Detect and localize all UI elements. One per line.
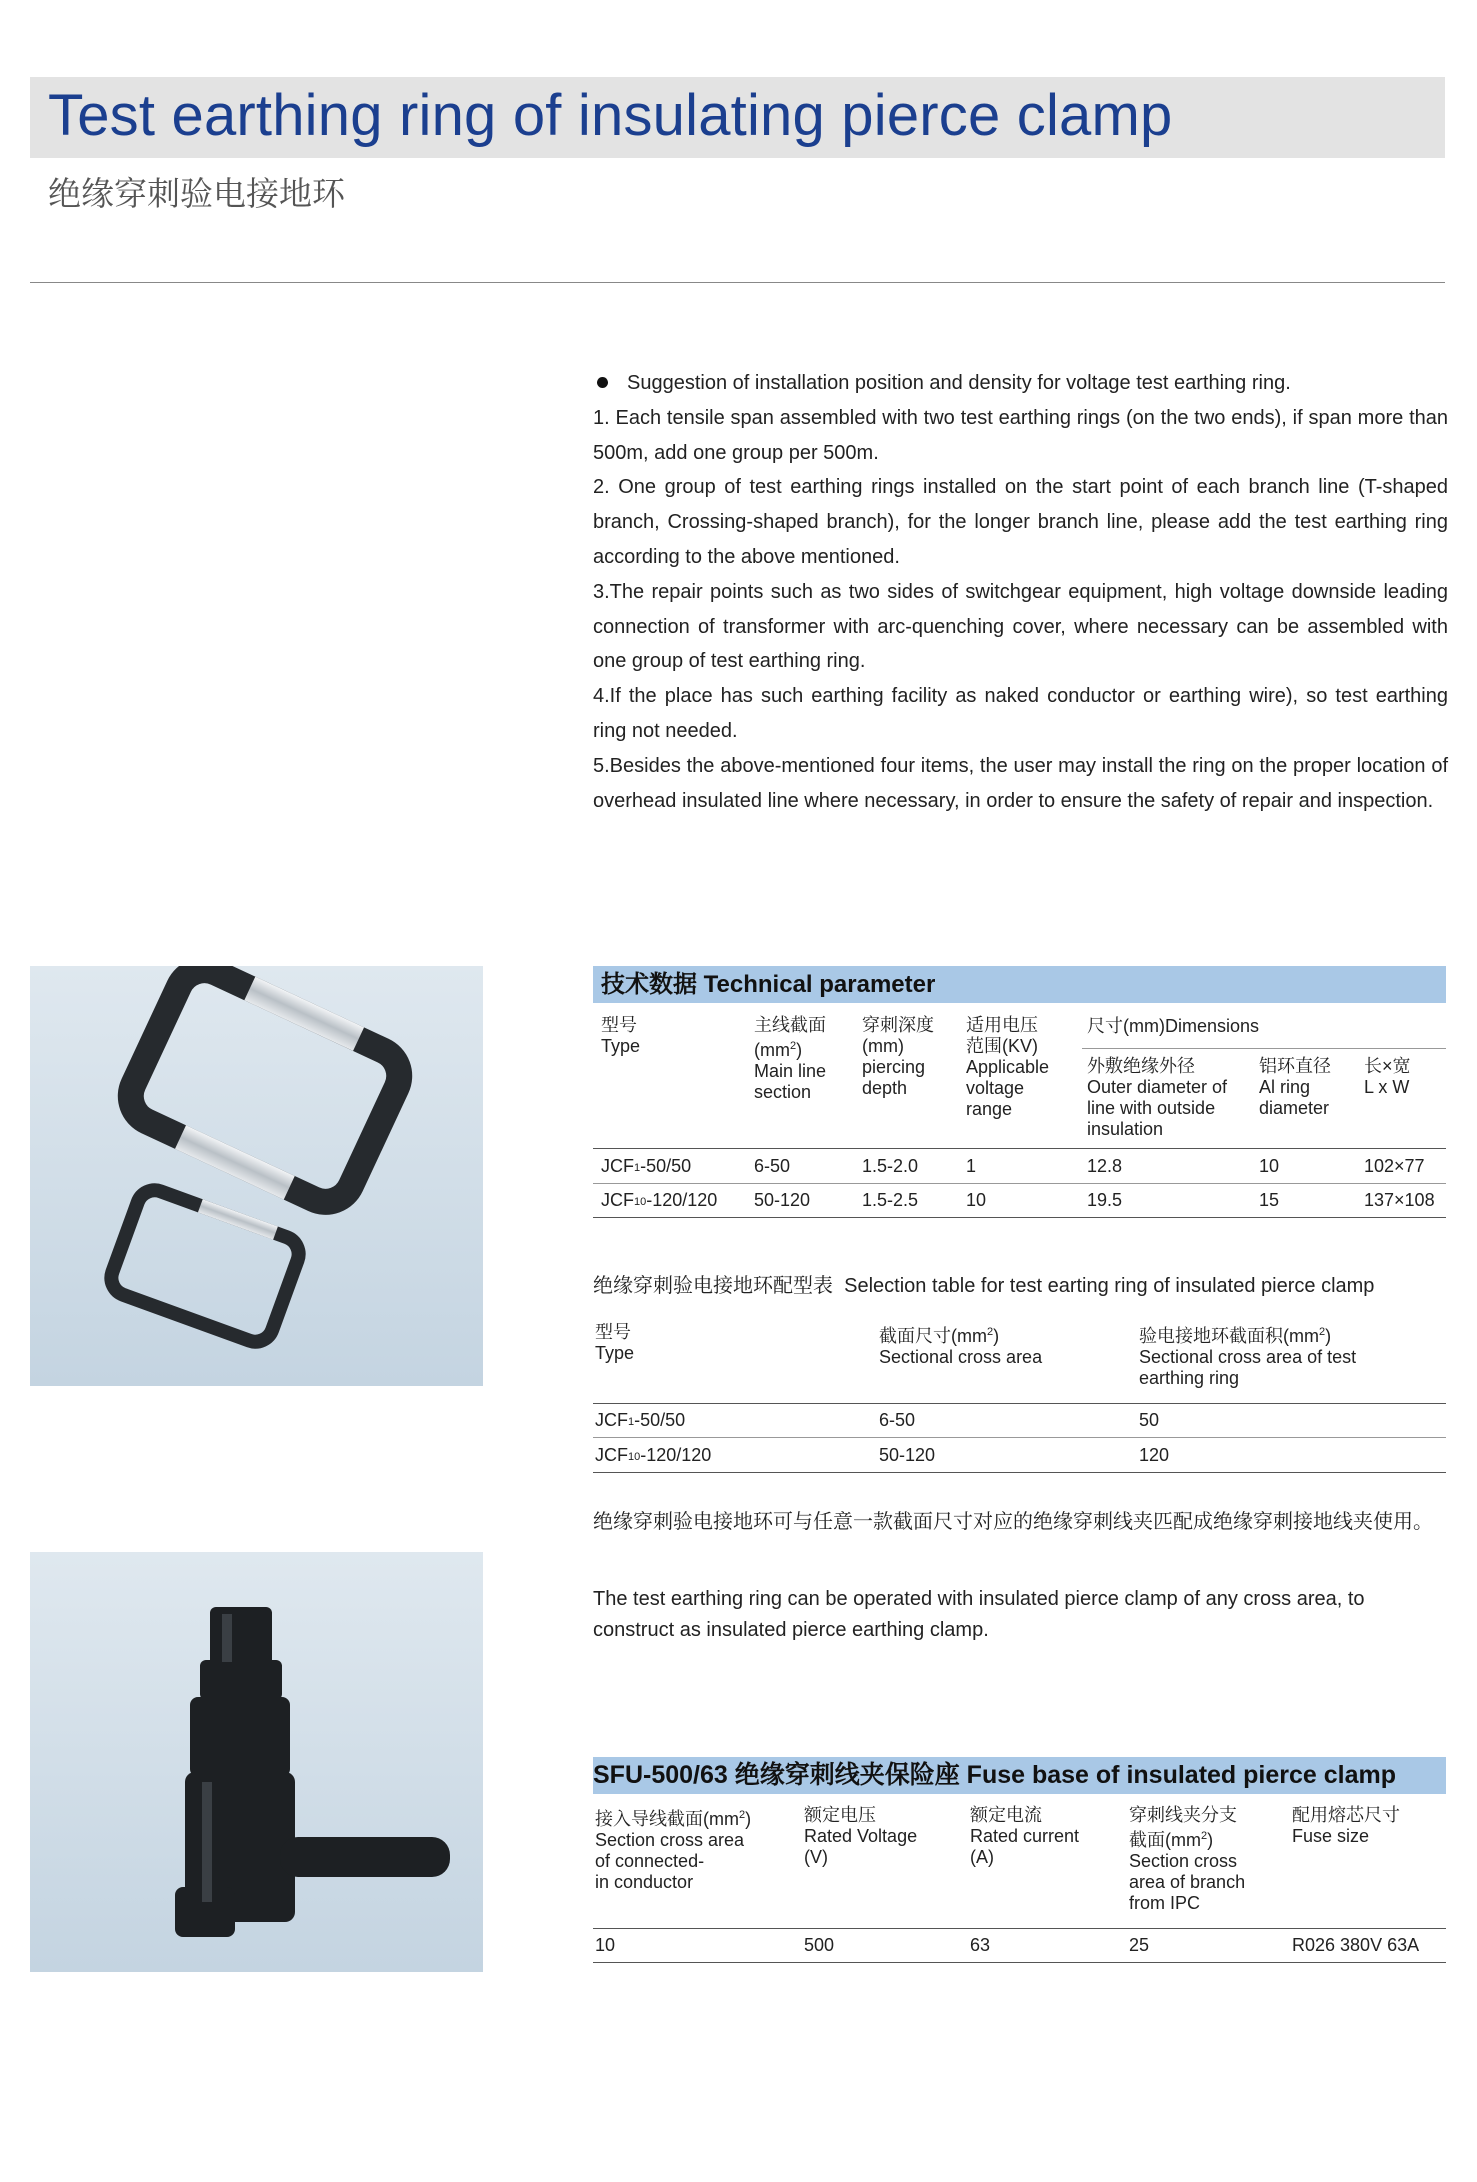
sel-th-ring: 验电接地环截面积$(mm^2)$ Sectional cross area of test earthing ring (1139, 1326, 1357, 1388)
earthing-ring-illustration (30, 966, 483, 1386)
cell-main: 50-120 (754, 1190, 811, 1210)
note-item: 2. One group of test earthing rings installed on the start point of each branch line (T-shaped branch, Crossing-shaped branch), for the longer branch line, please add the test earthing ring according to the above mentioned. (593, 476, 1448, 568)
sel-th-section: 截面尺寸$(mm^2)$ Sectional cross area (879, 1326, 1043, 1367)
header-divider (30, 282, 1445, 283)
cell-outer: 12.8 (1087, 1156, 1123, 1176)
fuse-th-conn: 接入导线截面$(mm^2)$ Section cross area of connected- in conductor (595, 1809, 752, 1892)
note-item: 4.If the place has such earthing facility as naked conductor or earthing wire), so test earthing ring not needed. (593, 685, 1448, 742)
cell-outer: 19.5 (1087, 1190, 1123, 1210)
bullet-dot-icon (597, 377, 608, 388)
compat-cn: 绝缘穿刺验电接地环可与任意一款截面尺寸对应的绝缘穿刺线夹匹配成绝缘穿刺接地线夹使用。 (593, 1511, 1433, 1533)
installation-notes (593, 366, 1448, 818)
tech-header-rule (593, 1148, 1446, 1149)
fuse-base-illustration (30, 1552, 483, 1972)
compat-en: The test earthing ring can be operated with insulated pierce clamp of any cross area, to construct as insulated pierce earthing clamp. (593, 1588, 1365, 1641)
sel-cell-section: 6-50 (879, 1410, 916, 1430)
dim-subrule (1082, 1048, 1446, 1049)
fuse-heading: SFU-500/63 绝缘穿刺线夹保险座 Fuse base of insulated pierce clamp (593, 1757, 1446, 1794)
th-depth: 穿刺深度 (mm) piercing depth (862, 1015, 934, 1098)
cell-voltage: 10 (966, 1190, 987, 1210)
th-outer-diameter: 外敷绝缘外径 Outer diameter of line with outside insulation (1087, 1056, 1228, 1139)
fuse-th-branch: 穿刺线夹分支 截面$(mm^2)$ Section cross area of branch from IPC (1129, 1805, 1246, 1913)
earthing-ring-photo (30, 966, 483, 1386)
th-al-ring: 铝环直径 Al ring diameter (1259, 1056, 1331, 1118)
cell-type: JCF1-50/50 (601, 1156, 692, 1176)
th-lw: 长×宽 L x W (1364, 1056, 1411, 1097)
notes-bullet: Suggestion of installation position and density for voltage test earthing ring. (593, 366, 1448, 401)
fuse-header-rule (593, 1928, 1446, 1929)
cell-depth: 1.5-2.0 (862, 1156, 919, 1176)
th-voltage: 适用电压 范围(KV) Applicable voltage range (966, 1015, 1050, 1119)
fuse-bottom-rule (593, 1962, 1446, 1963)
row-rule (593, 1183, 1446, 1184)
th-dimensions: 尺寸(mm)Dimensions (1087, 1016, 1260, 1036)
cell-depth: 1.5-2.5 (862, 1190, 919, 1210)
cell-type: JCF10-120/120 (601, 1190, 718, 1210)
fuse-cell-branch: 25 (1129, 1935, 1150, 1955)
page-title: Test earthing ring of insulating pierce clamp (48, 83, 1173, 148)
cell-main: 6-50 (754, 1156, 791, 1176)
sel-th-type: 型号 Type (595, 1322, 635, 1363)
cell-lw: 102×77 (1364, 1156, 1425, 1176)
sel-cell-ring: 50 (1139, 1410, 1160, 1430)
fuse-cell-conn: 10 (595, 1935, 616, 1955)
sel-header-rule (593, 1403, 1446, 1404)
cell-lw: 137×108 (1364, 1190, 1435, 1210)
sel-bottom-rule (593, 1472, 1446, 1473)
fuse-th-fuse: 配用熔芯尺寸 Fuse size (1292, 1805, 1400, 1846)
th-type: 型号 Type (601, 1015, 641, 1056)
fuse-cell-curr: 63 (970, 1935, 991, 1955)
fuse-cell-fuse: R026 380V 63A (1292, 1935, 1420, 1955)
fuse-th-curr: 额定电流 Rated current (A) (970, 1805, 1080, 1867)
note-item: 1. Each tensile span assembled with two test earthing rings (on the two ends), if span more than 500m, add one group per 500m. (593, 406, 1448, 464)
cell-al: 10 (1259, 1156, 1280, 1176)
tech-param-heading: 技术数据 Technical parameter (593, 966, 1446, 1003)
row-rule (593, 1437, 1446, 1438)
fuse-cell-volt: 500 (804, 1935, 835, 1955)
sel-cell-section: 50-120 (879, 1445, 936, 1465)
cell-voltage: 1 (966, 1156, 977, 1176)
note-item: 3.The repair points such as two sides of switchgear equipment, high voltage downside leading connection of transformer with arc-quenching cover, where necessary can be assembled with one group of test earthing ring. (593, 580, 1448, 673)
sel-cell-type: JCF10-120/120 (595, 1445, 712, 1465)
fuse-th-volt: 额定电压 Rated Voltage (V) (804, 1805, 918, 1867)
sel-cell-ring: 120 (1139, 1445, 1170, 1465)
th-main-line: 主线截面 $(mm^2)$ Main line section (754, 1015, 827, 1102)
fuse-base-photo (30, 1552, 483, 1972)
cell-al: 15 (1259, 1190, 1280, 1210)
selection-title: 绝缘穿刺验电接地环配型表 Selection table for test earting ring of insulated pierce clamp (593, 1275, 1375, 1297)
note-item: 5.Besides the above-mentioned four items, the user may install the ring on the proper location of overhead insulated line where necessary, in order to ensure the safety of repair and inspection. (593, 754, 1448, 812)
sel-cell-type: JCF1-50/50 (595, 1410, 686, 1430)
tech-bottom-rule (593, 1217, 1446, 1218)
page-subtitle-cn: 绝缘穿刺验电接地环 (48, 175, 345, 212)
